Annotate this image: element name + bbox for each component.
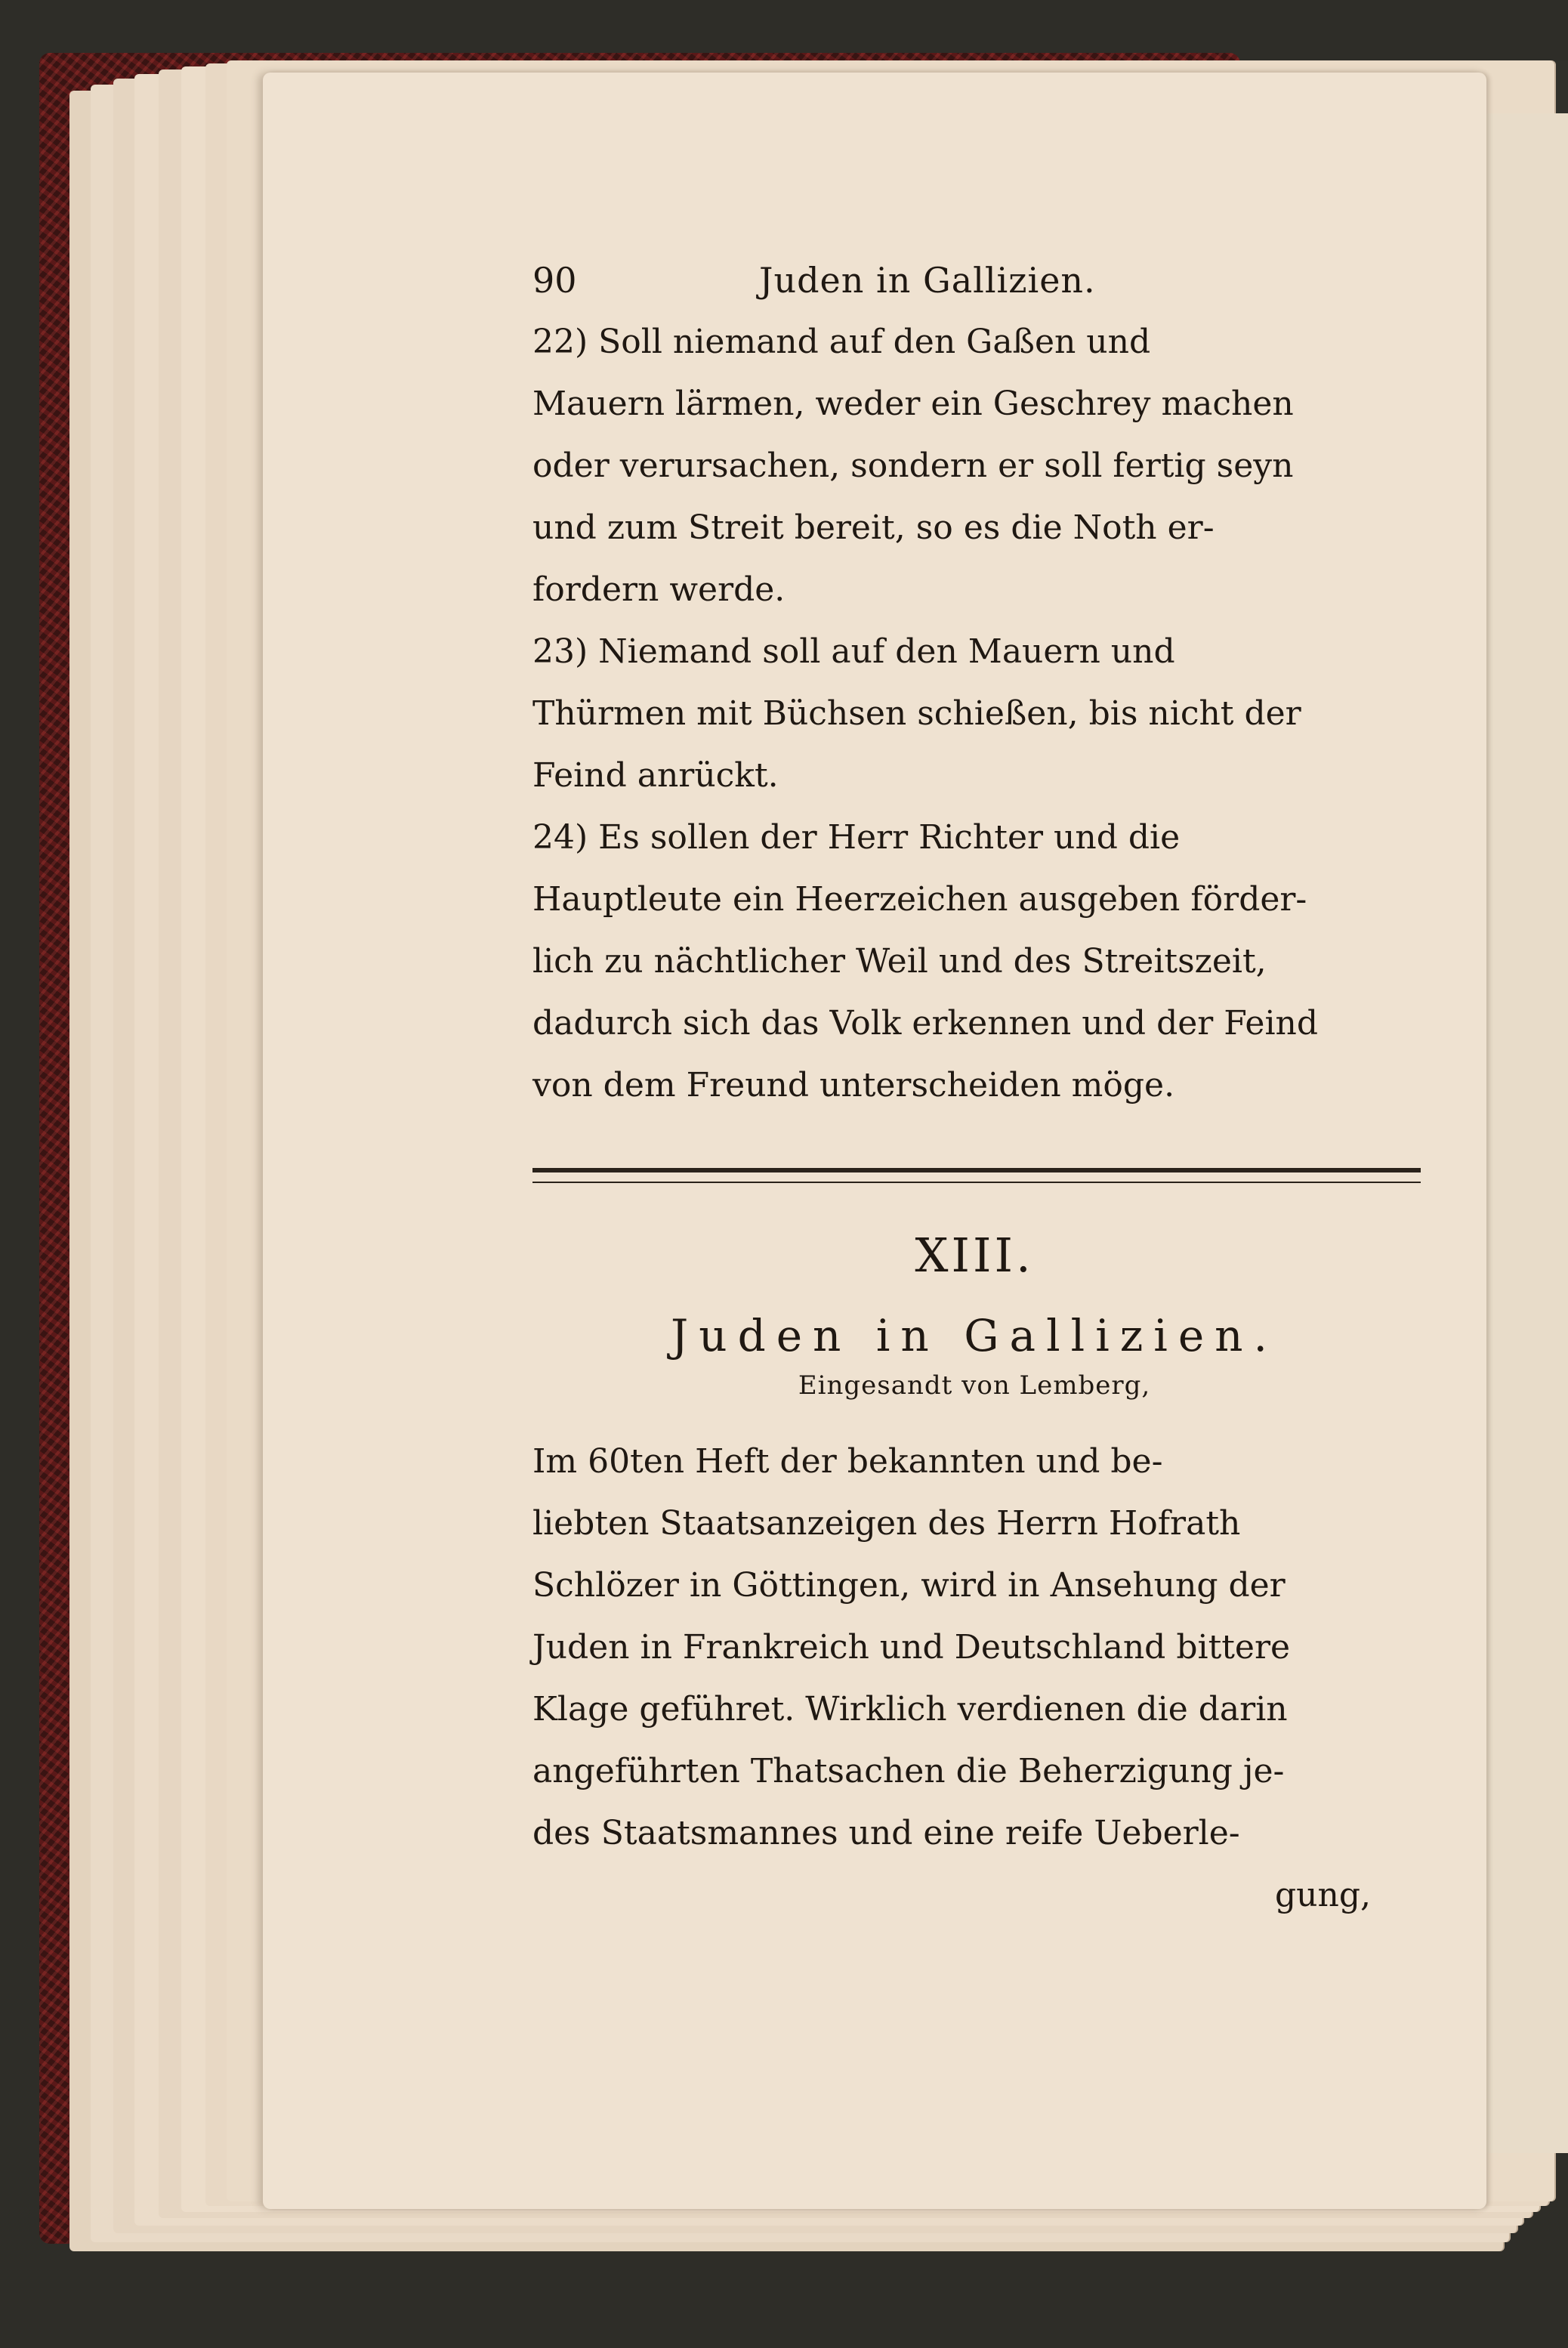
text-line: Hauptleute ein Heerzeichen ausgeben förder- bbox=[532, 880, 1307, 919]
text-line: Feind anrückt. bbox=[532, 756, 779, 795]
text-line: Juden in Frankreich und Deutschland bittere bbox=[532, 1628, 1291, 1667]
page-text bbox=[532, 249, 1416, 1926]
paragraph-24 bbox=[532, 807, 1416, 1117]
paragraph-22 bbox=[532, 311, 1416, 621]
text-line: Thürmen mit Büchsen schießen, bis nicht der bbox=[532, 694, 1301, 733]
body-paragraph bbox=[532, 1431, 1416, 1926]
section-divider-rule bbox=[532, 1168, 1421, 1183]
text-line: lich zu nächtlicher Weil und des Streitszeit, bbox=[532, 942, 1267, 981]
running-head: Juden in Gallizien. bbox=[759, 260, 1096, 301]
text-line: und zum Streit bereit, so es die Noth er- bbox=[532, 508, 1215, 547]
facing-page-edge bbox=[1480, 113, 1568, 2153]
catchword: gung, bbox=[1275, 1876, 1371, 1914]
text-line: angeführten Thatsachen die Beherzigung je- bbox=[532, 1752, 1285, 1790]
text-line: 22) Soll niemand auf den Gaßen und bbox=[532, 323, 1151, 361]
page-header bbox=[532, 249, 1416, 311]
text-line: liebten Staatsanzeigen des Herrn Hofrath bbox=[532, 1504, 1241, 1543]
page-number: 90 bbox=[532, 260, 577, 301]
text-line: oder verursachen, sondern er soll fertig seyn bbox=[532, 446, 1294, 485]
section-number: XIII. bbox=[915, 1228, 1034, 1283]
text-line: des Staatsmannes und eine reife Ueberle- bbox=[532, 1814, 1240, 1852]
text-line: von dem Freund unterscheiden möge. bbox=[532, 1066, 1175, 1104]
text-line: 24) Es sollen der Herr Richter und die bbox=[532, 818, 1181, 857]
text-line: dadurch sich das Volk erkennen und der Feind bbox=[532, 1004, 1319, 1043]
section-subtitle: Eingesandt von Lemberg, bbox=[798, 1370, 1151, 1401]
text-line: Klage geführet. Wirklich verdienen die darin bbox=[532, 1690, 1288, 1729]
text-line: Schlözer in Göttingen, wird in Ansehung der bbox=[532, 1566, 1286, 1605]
text-line: fordern werde. bbox=[532, 570, 786, 609]
text-line: 23) Niemand soll auf den Mauern und bbox=[532, 632, 1175, 671]
section-title: Juden in Gallizien. bbox=[671, 1310, 1278, 1361]
paragraph-23 bbox=[532, 621, 1416, 807]
text-line: Im 60ten Heft der bekannten und be- bbox=[532, 1442, 1163, 1481]
text-line: Mauern lärmen, weder ein Geschrey machen bbox=[532, 385, 1294, 423]
